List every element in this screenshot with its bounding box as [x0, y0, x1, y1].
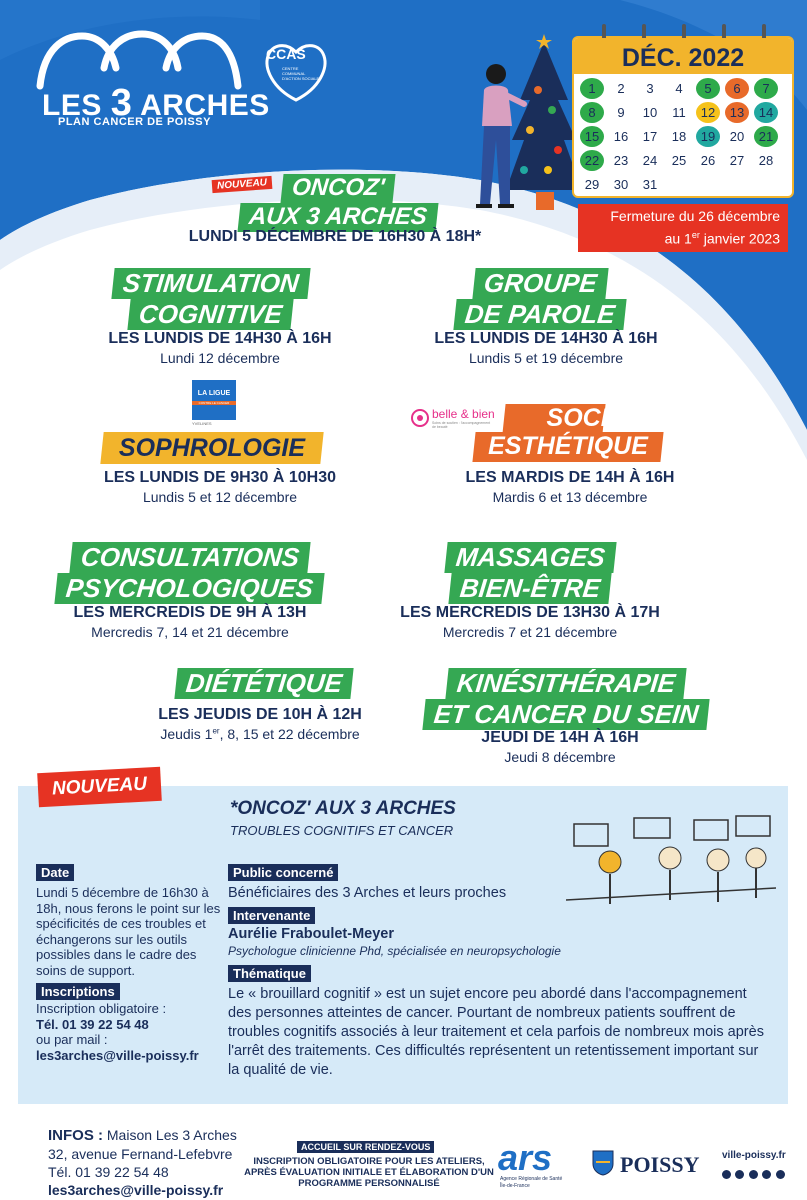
- calendar-day: 17: [642, 129, 658, 144]
- infos-place: Maison Les 3 Arches: [103, 1127, 237, 1143]
- ligue-logo-sub: YVELINES: [192, 421, 212, 426]
- socio-dates: Mardis 6 et 13 décembre: [492, 489, 648, 505]
- footer-infos: [48, 1126, 237, 1199]
- socio-title: SOCIO- ESTHÉTIQUE: [488, 404, 648, 460]
- groupe-dates: Lundis 5 et 19 décembre: [468, 350, 624, 366]
- calendar-day: 21: [754, 126, 778, 147]
- socio-schedule: LES MARDIS DE 14H À 16H: [465, 469, 675, 486]
- logo-title: LES 3 ARCHES: [42, 82, 270, 124]
- calendar-day: 25: [671, 153, 687, 168]
- calendar-day: 15: [580, 126, 604, 147]
- consultations-title: CONSULTATIONS PSYCHOLOGIQUES: [50, 542, 330, 604]
- calendar-day: 9: [617, 105, 625, 120]
- info-right-column: [228, 864, 768, 1080]
- social-icons: [722, 1166, 785, 1184]
- calendar-day: 24: [642, 153, 658, 168]
- calendar-day: 13: [725, 102, 749, 123]
- ars-sub2: Île-de-France: [500, 1183, 530, 1189]
- sophrologie-dates: Lundis 5 et 12 décembre: [142, 489, 298, 505]
- intervenante-name: Aurélie Fraboulet-Meyer: [228, 926, 394, 942]
- ars-sub: Agence Régionale de Santé: [500, 1176, 563, 1182]
- inscriptions-label: Inscriptions: [36, 983, 120, 1000]
- accueil-text: INSCRIPTION OBLIGATOIRE POUR LES ATELIERS, APRÈS ÉVALUATION INITIALE ET ÉLABORATION D'UN PROGRAMME PERSONNALISÉ: [244, 1156, 494, 1189]
- facebook-icon[interactable]: [722, 1170, 731, 1179]
- footer-mail[interactable]: les3arches@ville-poissy.fr: [48, 1182, 224, 1198]
- public-text: Bénéficiaires des 3 Arches et leurs proches: [228, 885, 507, 901]
- calendar-day: 10: [642, 105, 658, 120]
- logo-arches-icon: [34, 28, 244, 90]
- groupe-schedule: LES LUNDIS DE 14H30 À 16H: [434, 330, 658, 347]
- belle-bien-logo: belle & bien: [432, 407, 495, 421]
- stimulation-title: STIMULATION COGNITIVE: [96, 268, 326, 330]
- info-title: *ONCOZ' AUX 3 ARCHES: [230, 798, 456, 819]
- sophrologie-schedule: LES LUNDIS DE 9H30 À 10H30: [103, 469, 337, 486]
- calendar-day: 26: [700, 153, 716, 168]
- calendar-day: 20: [729, 129, 745, 144]
- dietetique-schedule: LES JEUDIS DE 10H À 12H: [158, 706, 362, 723]
- calendar-day: 19: [696, 126, 720, 147]
- massages-title: MASSAGES BIEN-ÊTRE: [430, 542, 630, 604]
- intervenante-role: Psychologue clinicienne Phd, spécialisée en neuropsychologie: [228, 944, 561, 958]
- calendar-title: DÉC. 2022: [574, 38, 792, 74]
- dietetique-title: DIÉTÉTIQUE: [164, 668, 364, 699]
- belle-bien-sub: Soins de soutien : l'accompagnement de beauté: [432, 421, 491, 429]
- groupe-title: GROUPE DE PAROLE: [440, 268, 640, 330]
- calendar-day: 31: [642, 177, 658, 192]
- ccas-small: CENTRE COMMUNAL D'ACTION SOCIALE: [282, 66, 320, 81]
- ars-logo: ars: [498, 1137, 553, 1178]
- closure-notice: Fermeture du 26 décembre au 1er janvier 2023: [578, 204, 788, 252]
- info-subtitle: TROUBLES COGNITIFS ET CANCER: [230, 823, 454, 838]
- calendar-day: 8: [580, 102, 604, 123]
- stimulation-schedule: LES LUNDIS DE 14H30 À 16H: [108, 330, 332, 347]
- oncoz-schedule: LUNDI 5 DÉCEMBRE DE 16H30 À 18H*: [188, 228, 482, 245]
- dietetique-dates: Jeudis 1er, 8, 15 et 22 décembre: [160, 726, 360, 742]
- consultations-dates: Mercredis 7, 14 et 21 décembre: [91, 624, 289, 640]
- calendar-day: 27: [729, 153, 745, 168]
- instagram-icon[interactable]: [762, 1170, 771, 1179]
- inscriptions-tel[interactable]: Tél. 01 39 22 54 48: [36, 1016, 149, 1032]
- info-left-column: [36, 864, 226, 1063]
- calendar-day: 30: [613, 177, 629, 192]
- thematique-label: Thématique: [228, 965, 311, 982]
- calendar-day: 5: [696, 78, 720, 99]
- calendar-day: 11: [672, 105, 686, 120]
- calendar-day: 6: [725, 78, 749, 99]
- public-label: Public concerné: [228, 864, 338, 881]
- thematique-text: Le « brouillard cognitif » est un sujet encore peu abordé dans l'accompagnement des personnes atteintes de cancer. Pourtant de nombreux patients souffrent de troubles cognitifs associés à leur traitement et cela parfois de nombreux mois après l'arrêt des traitements. Ces difficultés représentent un retentissement important sur la qualité de vie.: [228, 985, 764, 1078]
- date-text: Lundi 5 décembre de 16h30 à 18h, nous ferons le point sur les spécificités de ces troubles et échangerons sur les outils possibles dans le cadre des soins de support.: [36, 885, 221, 978]
- ligue-logo: LA LIGUE CONTRE LE CANCER: [192, 380, 236, 420]
- poissy-crest-icon: [592, 1150, 614, 1176]
- december-calendar: [572, 36, 794, 198]
- poissy-logo: POISSY: [620, 1152, 700, 1177]
- calendar-day: 4: [675, 81, 683, 96]
- ccas-label: CCAS: [266, 46, 306, 62]
- kine-title: KINÉSITHÉRAPIE ET CANCER DU SEIN: [416, 668, 716, 730]
- footer-address: 32, avenue Fernand-Lefebvre: [48, 1146, 233, 1162]
- belle-bien-icon: [410, 408, 430, 428]
- inscriptions-text: Inscription obligatoire :: [36, 1001, 167, 1016]
- accueil-tag: ACCUEIL SUR RENDEZ-VOUS: [297, 1141, 434, 1153]
- twitter-icon[interactable]: [735, 1170, 744, 1179]
- kine-dates: Jeudi 8 décembre: [504, 749, 616, 765]
- massages-schedule: LES MERCREDIS DE 13H30 À 17H: [400, 604, 660, 621]
- calendar-day: 7: [754, 78, 778, 99]
- calendar-day: 28: [758, 153, 774, 168]
- calendar-day: 3: [646, 81, 654, 96]
- calendar-day: 14: [754, 102, 778, 123]
- massages-dates: Mercredis 7 et 21 décembre: [442, 624, 618, 640]
- website-link[interactable]: ville-poissy.fr: [722, 1150, 786, 1161]
- calendar-day: 29: [584, 177, 600, 192]
- linkedin-icon[interactable]: [776, 1170, 785, 1179]
- stimulation-dates: Lundi 12 décembre: [160, 350, 280, 366]
- kine-schedule: JEUDI DE 14H À 16H: [481, 729, 639, 746]
- oncoz-title: ONCOZ' AUX 3 ARCHES: [228, 174, 448, 232]
- calendar-day: 1: [580, 78, 604, 99]
- intervenante-label: Intervenante: [228, 907, 315, 924]
- calendar-day: 23: [613, 153, 629, 168]
- mail-intro: ou par mail :: [36, 1032, 108, 1047]
- inscriptions-mail[interactable]: les3arches@ville-poissy.fr: [36, 1047, 199, 1063]
- footer-tel[interactable]: Tél. 01 39 22 54 48: [48, 1164, 169, 1180]
- nouveau-banner: NOUVEAU: [37, 767, 162, 807]
- calendar-day: 22: [580, 150, 604, 171]
- nouveau-tag: NOUVEAU: [212, 176, 273, 193]
- calendar-day: 18: [671, 129, 687, 144]
- consultations-schedule: LES MERCREDIS DE 9H À 13H: [73, 604, 307, 621]
- calendar-day: 12: [696, 102, 720, 123]
- calendar-day: 2: [617, 81, 625, 96]
- calendar-days: [580, 78, 786, 195]
- calendar-day: 16: [613, 129, 629, 144]
- youtube-icon[interactable]: [749, 1170, 758, 1179]
- logo-subtitle: PLAN CANCER DE POISSY: [58, 116, 211, 128]
- infos-label: INFOS :: [48, 1127, 103, 1144]
- sophrologie-title: SOPHROLOGIE: [118, 434, 306, 462]
- date-label: Date: [36, 864, 74, 881]
- christmas-tree-illustration: [460, 30, 580, 220]
